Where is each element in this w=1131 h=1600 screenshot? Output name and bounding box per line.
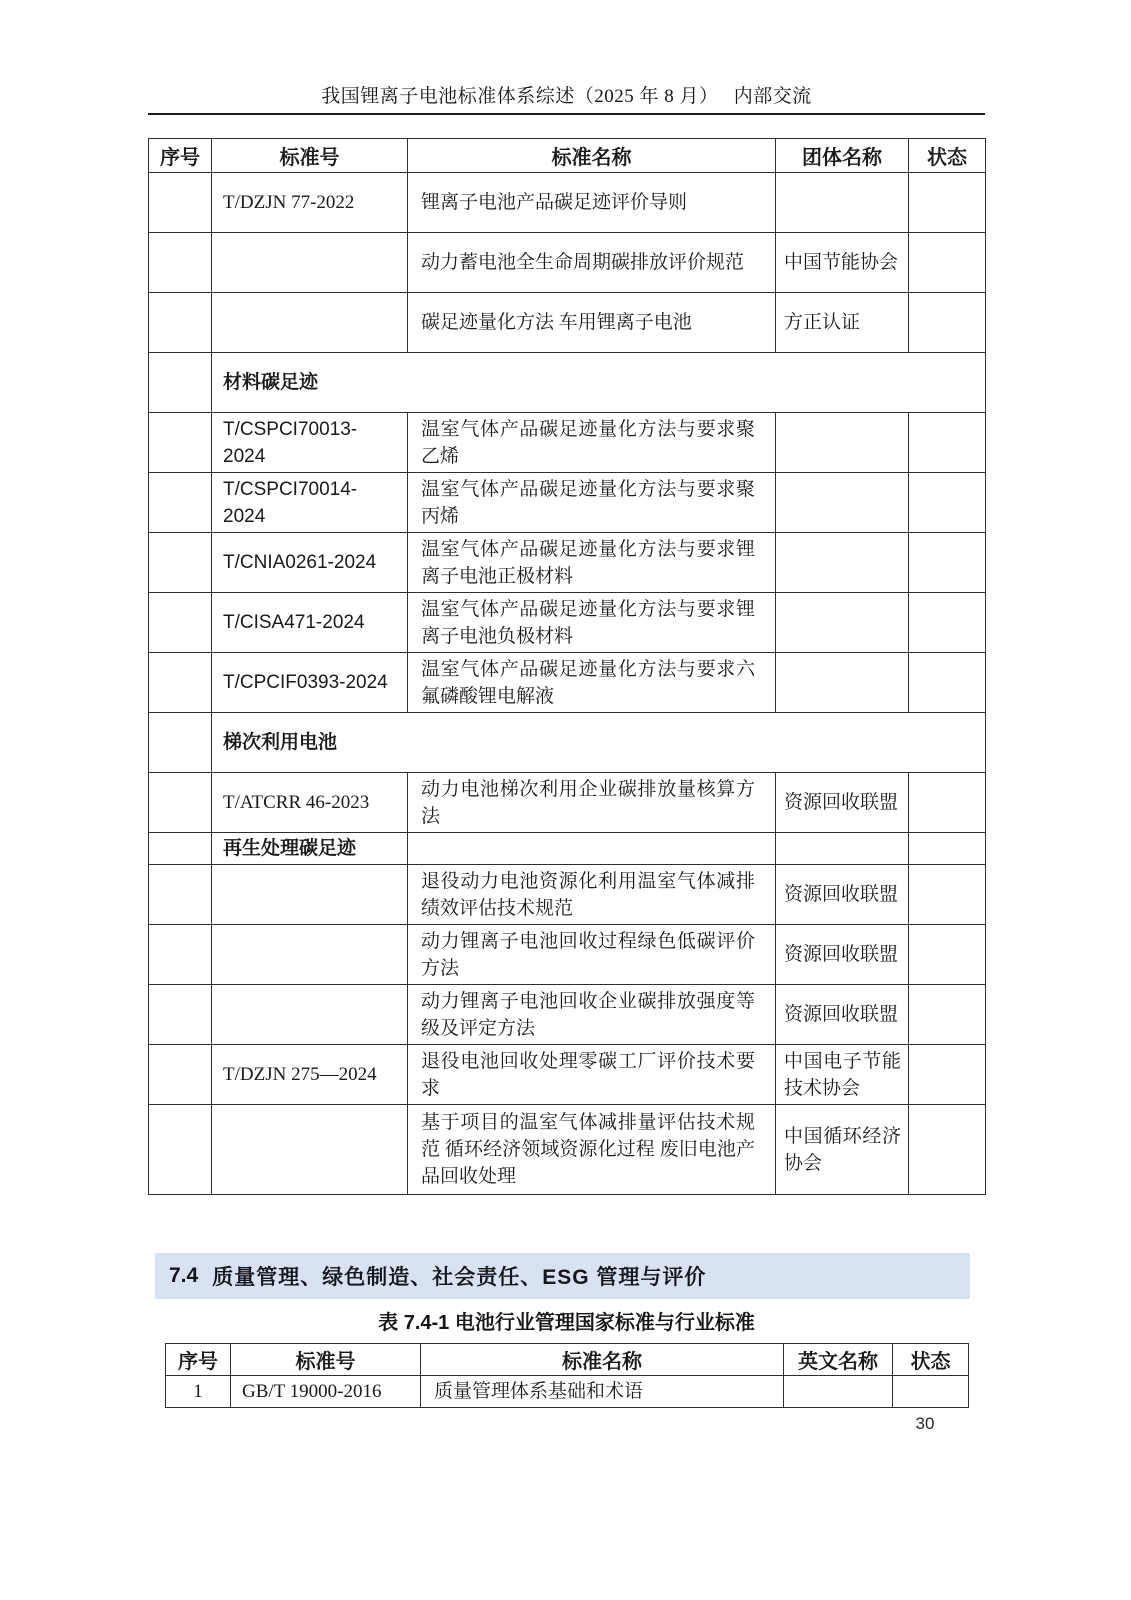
table2-caption: 表 7.4-1 电池行业管理国家标准与行业标准 [378, 1312, 755, 1334]
cell-org [776, 173, 909, 233]
cell-seq [149, 865, 212, 925]
cell-org [776, 653, 909, 713]
cell-org: 资源回收联盟 [776, 985, 909, 1045]
cell-standard-name: 锂离子电池产品碳足迹评价导则 [408, 173, 776, 233]
cell-standard-name: 温室气体产品碳足迹量化方法与要求六氟磷酸锂电解液 [408, 653, 776, 713]
table-row [149, 865, 986, 925]
cell-standard-name: 质量管理体系基础和术语 [421, 1376, 784, 1408]
cell-seq [149, 233, 212, 293]
col-header-org-name: 团体名称 [776, 139, 909, 173]
table-row [149, 293, 986, 353]
carbon-footprint-standards-table [148, 138, 986, 1195]
cell-standard-no [212, 293, 408, 353]
cell-standard-name: 基于项目的温室气体减排量评估技术规范 循环经济领域资源化过程 废旧电池产品回收处理 [408, 1105, 776, 1195]
cell-seq [149, 593, 212, 653]
cell-seq [149, 925, 212, 985]
cell-standard-name: 退役电池回收处理零碳工厂评价技术要求 [408, 1045, 776, 1105]
cell-org [776, 593, 909, 653]
cell-org: 资源回收联盟 [776, 925, 909, 985]
table-row [149, 593, 986, 653]
section-label: 再生处理碳足迹 [212, 833, 408, 865]
section-number: 7.4 [169, 1264, 199, 1287]
table-row [149, 985, 986, 1045]
cell-standard-name: 动力锂离子电池回收过程绿色低碳评价方法 [408, 925, 776, 985]
cell-standard-name: 动力蓄电池全生命周期碳排放评价规范 [408, 233, 776, 293]
cell-org: 中国循环经济协会 [776, 1105, 909, 1195]
table-row [149, 925, 986, 985]
table-row [166, 1376, 969, 1408]
cell-status [909, 833, 986, 865]
cell-standard-name: 退役动力电池资源化利用温室气体减排绩效评估技术规范 [408, 865, 776, 925]
col-header-standard-name: 标准名称 [421, 1344, 784, 1376]
cell-standard-no: T/CSPCI70014-2024 [212, 473, 408, 533]
table2-header-row [166, 1344, 969, 1376]
table-row [149, 1045, 986, 1105]
cell-standard-no [212, 925, 408, 985]
section-title: 质量管理、绿色制造、社会责任、ESG 管理与评价 [212, 1266, 707, 1289]
cell-status [909, 533, 986, 593]
cell-seq [149, 293, 212, 353]
table-row [149, 233, 986, 293]
cell-standard-no [212, 233, 408, 293]
cell-standard-name: 温室气体产品碳足迹量化方法与要求锂离子电池负极材料 [408, 593, 776, 653]
col-header-standard-name: 标准名称 [408, 139, 776, 173]
cell-standard-no: T/CPCIF0393-2024 [212, 653, 408, 713]
section-row-recycling-footprint [149, 833, 986, 865]
cell-seq [149, 473, 212, 533]
cell-standard-name: 温室气体产品碳足迹量化方法与要求锂离子电池正极材料 [408, 533, 776, 593]
cell-status [909, 773, 986, 833]
cell-seq [149, 1045, 212, 1105]
cell-seq: 1 [166, 1376, 231, 1408]
table-row [149, 1105, 986, 1195]
col-header-seq: 序号 [166, 1344, 231, 1376]
cell-seq [149, 833, 212, 865]
cell-english-name [784, 1376, 893, 1408]
cell-status [893, 1376, 969, 1408]
cell-standard-no: GB/T 19000-2016 [231, 1376, 421, 1408]
cell-standard-name: 动力电池梯次利用企业碳排放量核算方法 [408, 773, 776, 833]
section-label: 梯次利用电池 [212, 713, 986, 773]
cell-standard-no [212, 865, 408, 925]
col-header-status: 状态 [909, 139, 986, 173]
cell-status [909, 985, 986, 1045]
cell-org [776, 833, 909, 865]
cell-seq [149, 713, 212, 773]
cell-standard-no [212, 985, 408, 1045]
cell-standard-name: 温室气体产品碳足迹量化方法与要求聚乙烯 [408, 413, 776, 473]
table-row [149, 653, 986, 713]
section-heading-7-4 [155, 1253, 970, 1299]
cell-org [776, 413, 909, 473]
cell-standard-no: T/CSPCI70013-2024 [212, 413, 408, 473]
cell-seq [149, 413, 212, 473]
cell-seq [149, 533, 212, 593]
table-row [149, 773, 986, 833]
cell-seq [149, 353, 212, 413]
cell-status [909, 173, 986, 233]
cell-status [909, 593, 986, 653]
cell-status [909, 653, 986, 713]
cell-org [776, 533, 909, 593]
cell-status [909, 1105, 986, 1195]
table-row [149, 413, 986, 473]
cell-standard-name: 温室气体产品碳足迹量化方法与要求聚丙烯 [408, 473, 776, 533]
cell-standard-no: T/CISA471-2024 [212, 593, 408, 653]
cell-status [909, 413, 986, 473]
section-row-material-footprint [149, 353, 986, 413]
cell-org: 资源回收联盟 [776, 773, 909, 833]
cell-standard-no [212, 1105, 408, 1195]
table1-header-row [149, 139, 986, 173]
cell-status [909, 1045, 986, 1105]
col-header-english-name: 英文名称 [784, 1344, 893, 1376]
cell-seq [149, 173, 212, 233]
cell-status [909, 233, 986, 293]
cell-standard-no: T/CNIA0261-2024 [212, 533, 408, 593]
cell-seq [149, 985, 212, 1045]
cell-seq [149, 1105, 212, 1195]
cell-standard-name: 碳足迹量化方法 车用锂离子电池 [408, 293, 776, 353]
running-header: 我国锂离子电池标准体系综述（2025 年 8 月） 内部交流 [321, 86, 812, 107]
cell-org: 方正认证 [776, 293, 909, 353]
cell-org: 中国节能协会 [776, 233, 909, 293]
cell-status [909, 925, 986, 985]
col-header-standard-no: 标准号 [212, 139, 408, 173]
cell-standard-no: T/DZJN 77-2022 [212, 173, 408, 233]
cell-org: 中国电子节能技术协会 [776, 1045, 909, 1105]
cell-org: 资源回收联盟 [776, 865, 909, 925]
section-label: 材料碳足迹 [212, 353, 986, 413]
management-standards-table [165, 1343, 969, 1408]
page-number: 30 [915, 1414, 935, 1433]
table-row [149, 533, 986, 593]
cell-standard-no: T/ATCRR 46-2023 [212, 773, 408, 833]
col-header-standard-no: 标准号 [231, 1344, 421, 1376]
cell-seq [149, 773, 212, 833]
cell-org [776, 473, 909, 533]
cell-standard-name: 动力锂离子电池回收企业碳排放强度等级及评定方法 [408, 985, 776, 1045]
section-row-cascade-use [149, 713, 986, 773]
cell-standard-no: T/DZJN 275—2024 [212, 1045, 408, 1105]
cell-standard-name [408, 833, 776, 865]
col-header-seq: 序号 [149, 139, 212, 173]
col-header-status: 状态 [893, 1344, 969, 1376]
table-row [149, 173, 986, 233]
cell-status [909, 473, 986, 533]
header-rule [148, 113, 985, 115]
cell-status [909, 865, 986, 925]
cell-status [909, 293, 986, 353]
table-row [149, 473, 986, 533]
cell-seq [149, 653, 212, 713]
